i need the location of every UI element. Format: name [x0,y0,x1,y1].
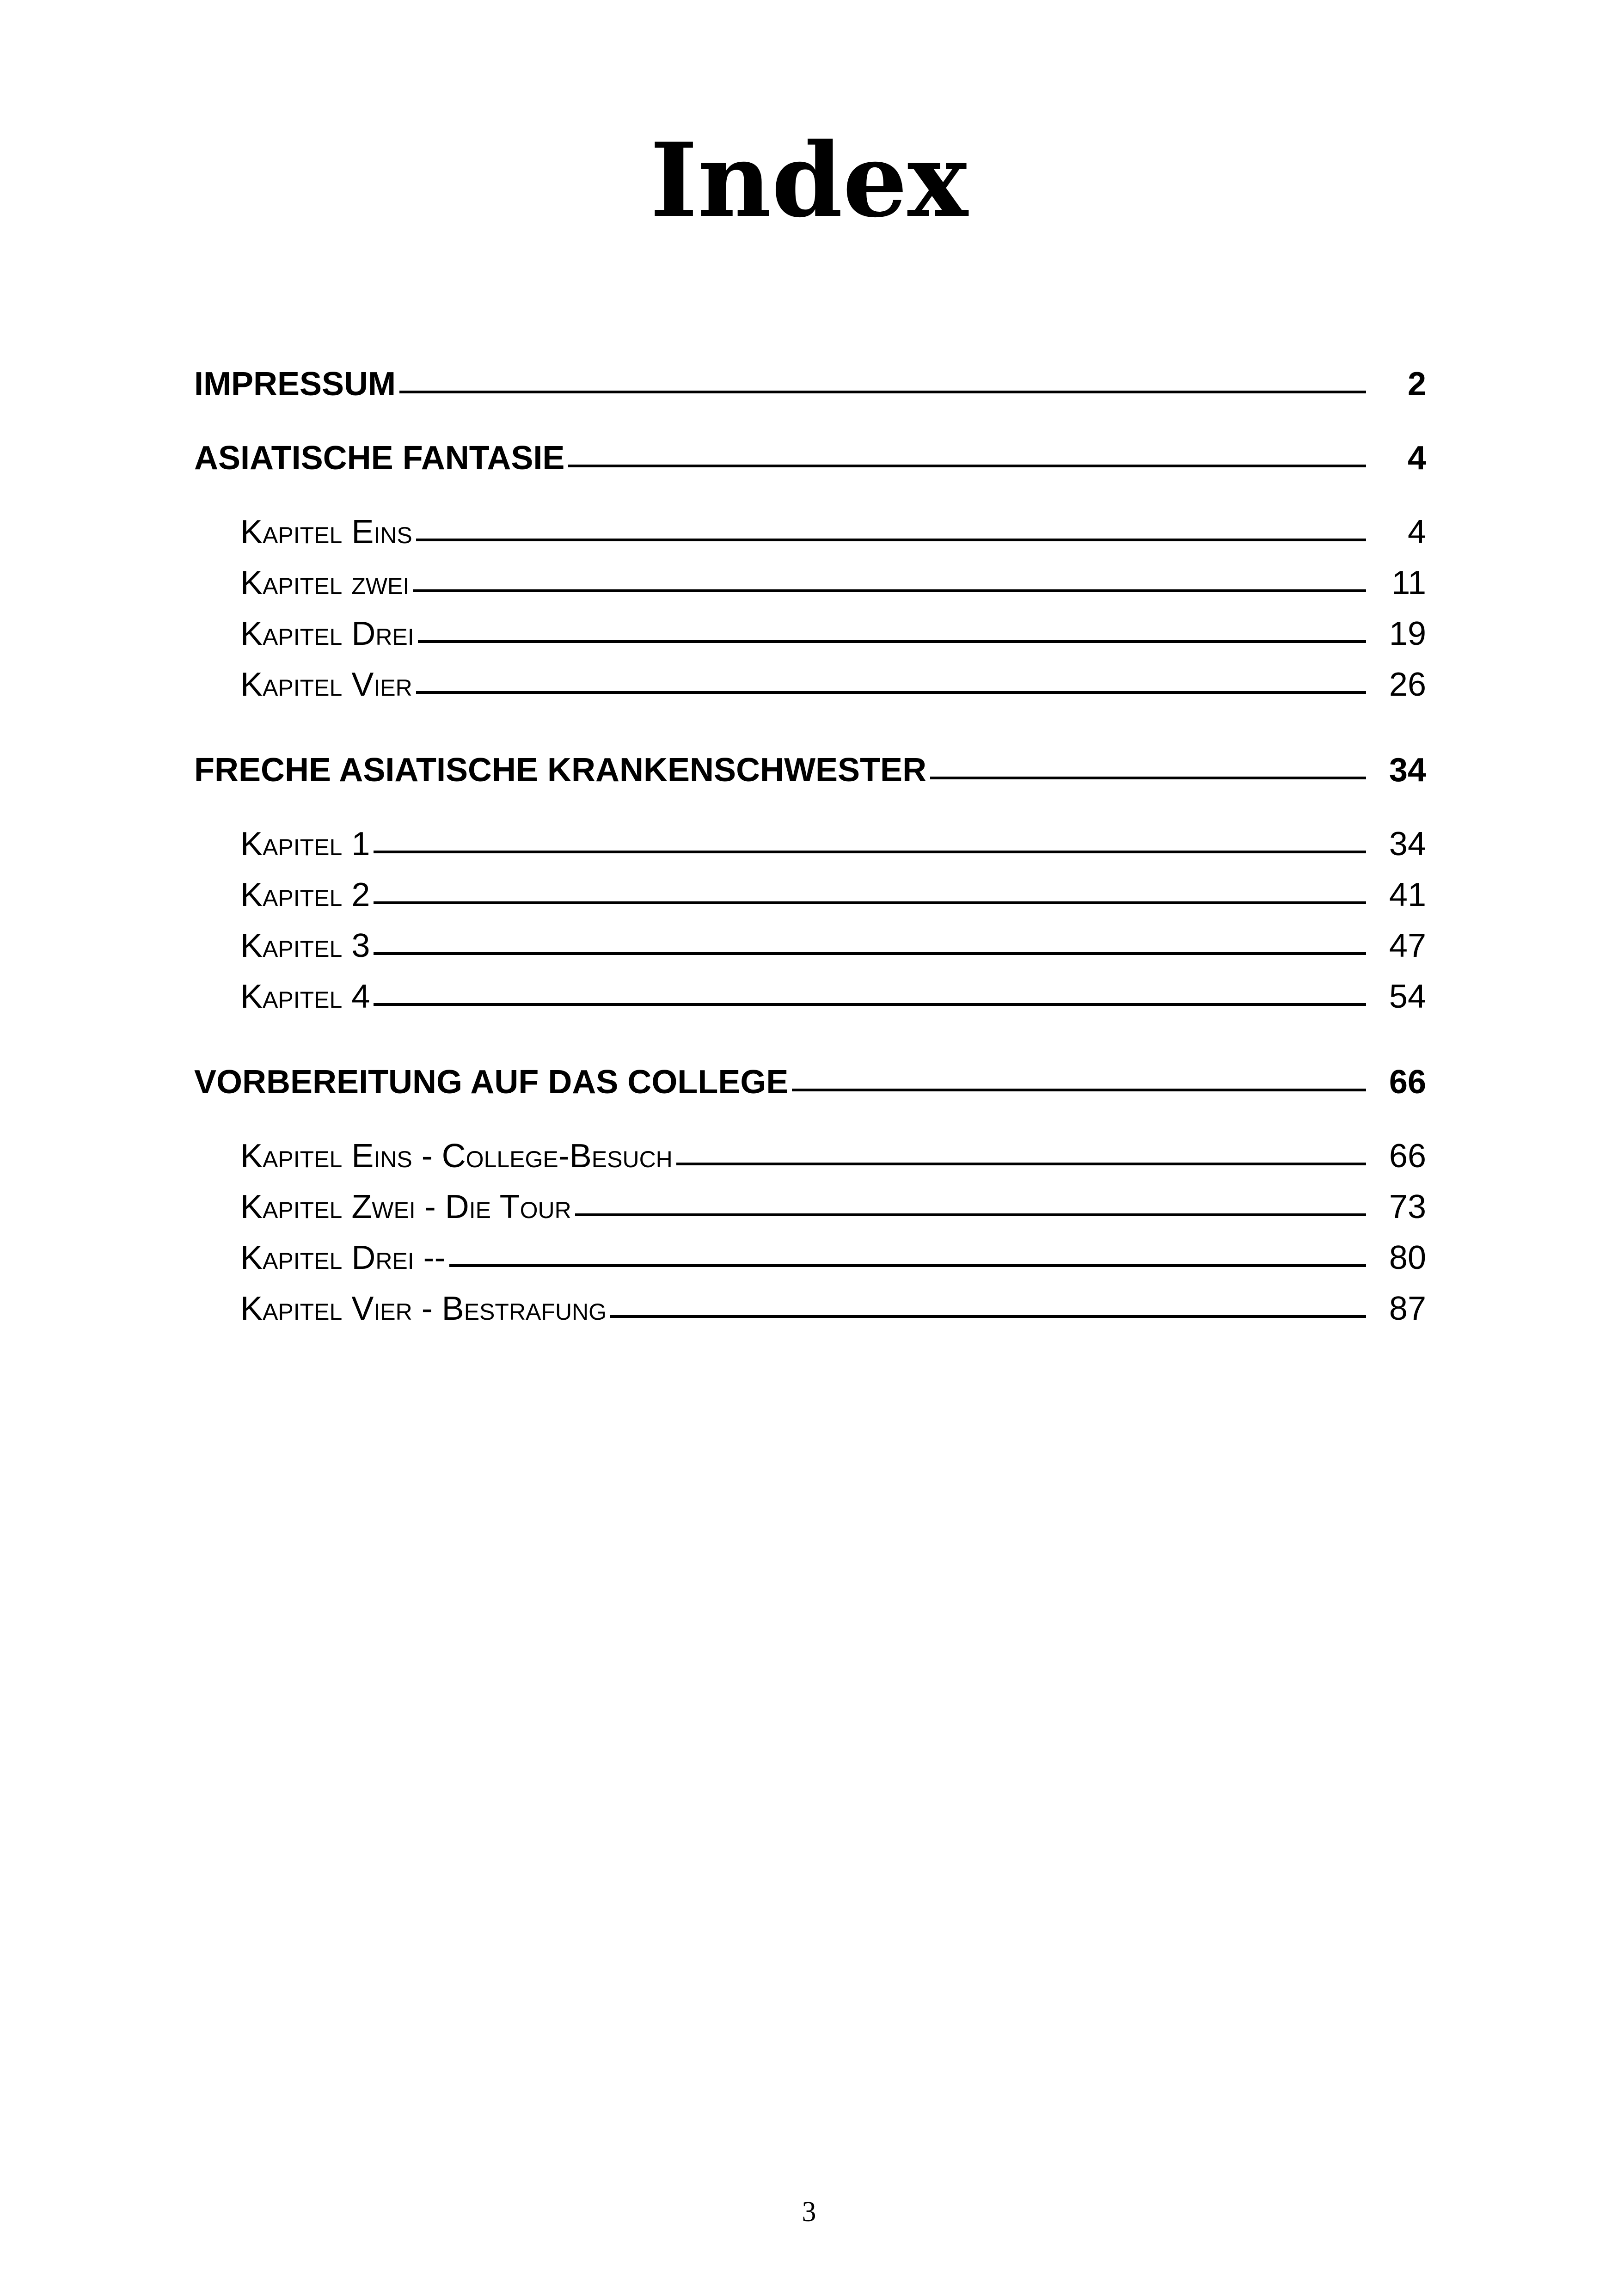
toc-chapter-page: 41 [1389,876,1426,913]
toc-section-impressum[interactable] [194,365,1426,407]
toc-leader-line [610,1315,1366,1318]
toc-chapter-label: Kapitel Drei [240,615,414,652]
toc-chapter-label: Kapitel 3 [240,927,370,964]
toc-chapter-page: 73 [1389,1188,1426,1225]
toc-leader-line [568,465,1366,467]
toc-chapter-list [194,513,1426,716]
toc-chapter[interactable] [194,825,1426,876]
toc-chapter-page: 11 [1391,564,1426,601]
toc-chapter-page: 34 [1389,826,1426,863]
toc-chapter[interactable] [194,666,1426,716]
toc-chapter[interactable] [194,1137,1426,1188]
page-title: Index [650,120,968,240]
toc-chapter-page: 87 [1389,1290,1426,1327]
toc-chapter-label: Kapitel Eins [240,514,412,551]
toc-leader-line [399,391,1366,393]
toc-section-page: 34 [1389,752,1426,789]
toc-chapter-page: 47 [1389,927,1426,964]
toc-chapter-label: Kapitel 2 [240,876,370,913]
toc-chapter[interactable] [194,513,1426,564]
toc-section-page: 66 [1389,1064,1426,1101]
toc-leader-line [676,1163,1366,1165]
toc-leader-line [416,691,1366,694]
toc-chapter-page: 4 [1407,514,1426,551]
toc-leader-line [416,539,1366,541]
toc-chapter[interactable] [194,1188,1426,1239]
toc-section-label: VORBEREITUNG AUF DAS COLLEGE [194,1064,789,1101]
toc-section-page: 2 [1407,366,1426,403]
toc-leader-line [449,1264,1366,1267]
toc-chapter-page: 19 [1389,615,1426,652]
toc-leader-line [930,777,1366,779]
toc-section-label: ASIATISCHE FANTASIE [194,440,565,477]
toc-chapter[interactable] [194,615,1426,666]
toc-chapter-page: 66 [1389,1138,1426,1175]
toc-leader-line [374,901,1366,904]
toc-chapter-list [194,825,1426,1029]
toc-section-label: IMPRESSUM [194,366,396,403]
toc-leader-line [413,589,1366,592]
toc-chapter-label: Kapitel 1 [240,826,370,863]
toc-chapter-label: Kapitel 4 [240,978,370,1015]
toc-chapter-label: Kapitel Eins - College-Besuch [240,1138,673,1175]
toc-leader-line [374,952,1366,955]
toc-chapter-page: 54 [1389,978,1426,1015]
toc-section-page: 4 [1407,440,1426,477]
toc-chapter[interactable] [194,564,1426,615]
toc-chapter-list [194,1137,1426,1341]
toc-section-asiatische-fantasie[interactable] [194,439,1426,481]
toc-section-freche-asiatische-krankenschwester[interactable] [194,751,1426,793]
toc-chapter[interactable] [194,876,1426,927]
toc-chapter-page: 26 [1389,666,1426,703]
toc-chapter-label: Kapitel Vier - Bestrafung [240,1290,607,1327]
toc-leader-line [418,640,1366,643]
toc-chapter-label: Kapitel zwei [240,564,410,601]
page-number: 3 [802,2196,816,2228]
toc-chapter-label: Kapitel Zwei - Die Tour [240,1188,571,1225]
toc-chapter-label: Kapitel Vier [240,666,412,703]
table-of-contents [194,365,1426,1341]
toc-chapter[interactable] [194,1290,1426,1341]
toc-chapter[interactable] [194,927,1426,978]
toc-chapter[interactable] [194,1239,1426,1290]
toc-section-vorbereitung-auf-das-college[interactable] [194,1063,1426,1105]
toc-leader-line [792,1089,1366,1091]
toc-leader-line [575,1213,1366,1216]
toc-section-label: FRECHE ASIATISCHE KRANKENSCHWESTER [194,752,927,789]
toc-leader-line [374,1003,1366,1006]
toc-chapter-page: 80 [1389,1239,1426,1276]
toc-chapter[interactable] [194,978,1426,1029]
toc-chapter-label: Kapitel Drei -- [240,1239,446,1276]
toc-leader-line [374,851,1366,853]
